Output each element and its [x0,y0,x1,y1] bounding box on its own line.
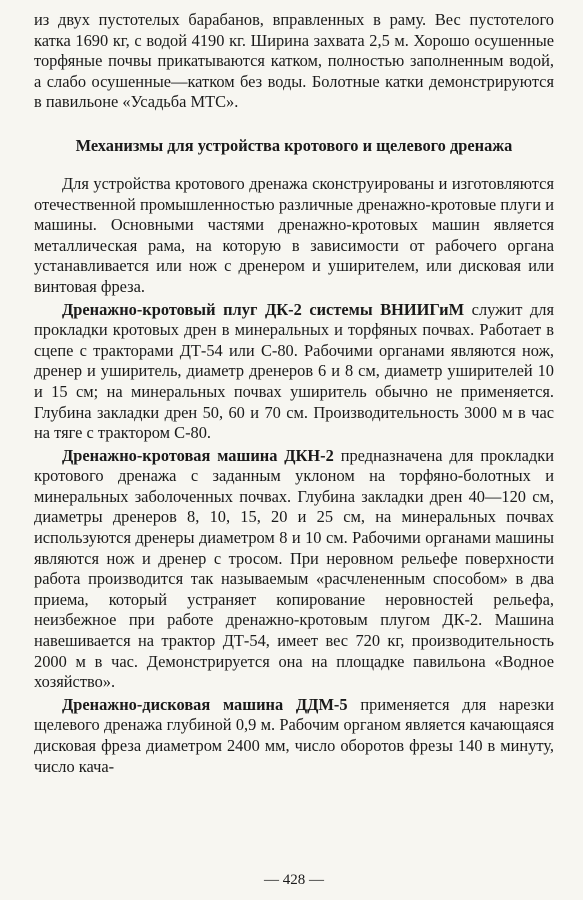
ddm5-machine-text: применяется для нарезки щелевого дренажа глубиной 0,9 м. Рабочим органом является качающаяся дисковая фреза диаметром 2400 мм, число оборотов фрезы 140 в минуту, число кача- [34,694,554,776]
paragraph-mole-drainage-intro: Для устройства кротового дренажа сконструированы и изготовляются отечественной промышленностью различные дренажно-кротовые плуги и машины. Основными частями дренажно-кротовых машин является металлическая рама, на которую в зависимости от рабочего органа устанавливается или нож с дренером и уширителем, или дисковая или винтовая фреза. [34,173,554,296]
dk2-plough-text: служит для прокладки кротовых дрен в минеральных и торфяных почвах. Работает в сцепе с тракторами ДТ-54 или С-80. Рабочими органами являются нож, дренер и уширитель, диаметр дренеров 6 и 8 см, диаметр уширителей 10 и 15 см; на минеральных почвах уширитель обычно не применяется. Глубина закладки дрен 50, 60 и 70 см. Производительность 3000 м в час на тяге с трактором С-80. [34,299,554,443]
page-number: — 428 — [264,872,324,888]
dkn2-machine-title: Дренажно-кротовая машина ДКН-2 [62,445,334,465]
paragraph-dk2-plough [34,300,554,444]
dkn2-machine-text: предназначена для прокладки кротового дренажа с заданным уклоном на торфяно-болотных и минеральных заболоченных почвах. Глубина закладки дрен 40—120 см, диаметры дренеров 8, 10, 15, 20 и 25 см, на минеральных почвах используются дренеры диаметром 8 и 10 см. Рабочими органами машины являются нож и дренер с тросом. При неровном рельефе поверхности работа производится так называемым «расчлененным способом» в два приема, который устраняет копирование неровностей рельефа, неизбежное при работе дренажно-кротовым плугом ДК-2. Машина навешивается на трактор ДТ-54, имеет вес 720 кг, производительность 2000 м в час. Демонстрируется она на площадке павильона «Водное хозяйство». [34,445,554,692]
paragraph-ddm5-machine [34,695,554,777]
document-page [34,10,554,890]
ddm5-machine-title: Дренажно-дисковая машина ДДМ-5 [62,694,348,714]
dk2-plough-title: Дренажно-кротовый плуг ДК-2 системы ВНИИГиМ [62,299,465,319]
intro-paragraph: из двух пустотелых барабанов, вправленных в раму. Вес пустотелого катка 1690 кг, с водой 4190 кг. Ширина захвата 2,5 м. Хорошо осушенные торфяные почвы прикатываются катком, полностью заполненным водой, а слабо осушенные—катком без воды. Болотные катки демонстрируются в павильоне «Усадьба МТС». [34,10,554,112]
paragraph-dkn2-machine [34,446,554,693]
section-heading: Механизмы для устройства кротового и щелевого дренажа [75,135,513,155]
